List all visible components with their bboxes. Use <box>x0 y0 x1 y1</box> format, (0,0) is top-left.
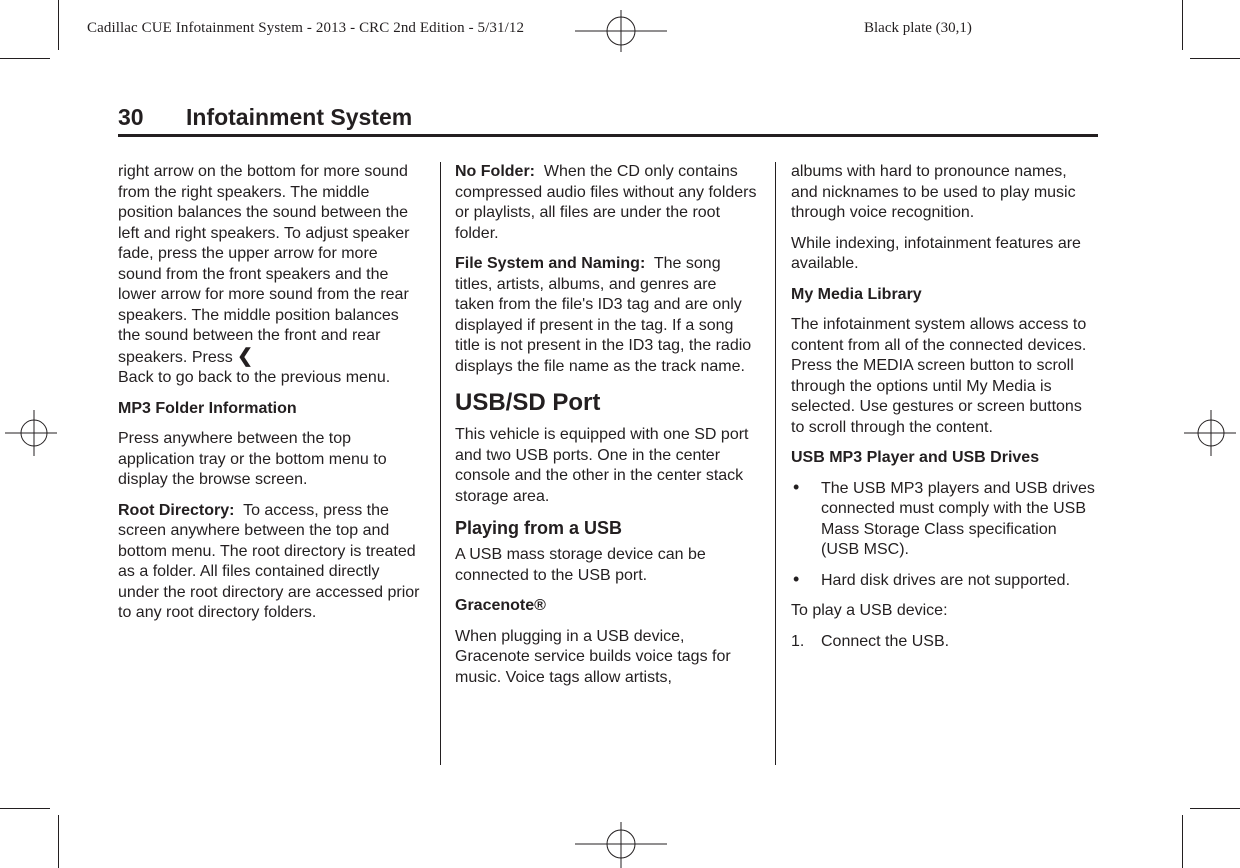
paragraph-text: When the CD only contains compressed audio files without any folders or playlists, all files are under the root folder. <box>455 163 757 242</box>
list-item <box>791 568 1096 592</box>
step-number: 1. <box>791 632 805 650</box>
slug-plate-info: Black plate (30,1) <box>864 20 972 36</box>
column-1 <box>118 162 423 634</box>
paragraph: This vehicle is equipped with one SD port and two USB ports. One in the center console and the other in the center stack storage area. <box>455 426 749 505</box>
usb-sd-port-heading: USB/SD Port <box>455 389 601 416</box>
usb-drives-heading: USB MP3 Player and USB Drives <box>791 449 1040 466</box>
crop-mark <box>58 815 59 868</box>
my-media-library-heading: My Media Library <box>791 285 922 303</box>
paragraph: When plugging in a USB device, Gracenote service builds voice tags for music. Voice tags allow artists, <box>455 627 731 686</box>
bullet-icon: • <box>793 568 800 589</box>
paragraph <box>118 501 423 624</box>
registration-mark-top <box>575 10 667 52</box>
column-divider <box>440 162 441 765</box>
page-header <box>118 104 1098 137</box>
column-divider <box>775 162 776 765</box>
back-arrow-icon: ❮ <box>237 345 254 367</box>
registration-mark-bottom <box>575 822 667 868</box>
list-item-text: The USB MP3 players and USB drives connected must comply with the USB Mass Storage Class specification (USB MSC). <box>821 479 1095 558</box>
section-title: Infotainment System <box>186 104 413 130</box>
column-2 <box>455 162 760 698</box>
playing-from-usb-heading: Playing from a USB <box>455 518 623 538</box>
list-item-text: Hard disk drives are not supported. <box>821 571 1071 589</box>
crop-mark <box>1190 58 1240 59</box>
crop-mark <box>58 0 59 50</box>
slug-document-info: Cadillac CUE Infotainment System - 2013 - CRC 2nd Edition - 5/31/12 <box>87 20 525 36</box>
crop-mark <box>1182 0 1183 50</box>
paragraph: The infotainment system allows access to content from all of the connected devices. Press the MEDIA screen button to scroll through the options until My Media is selected. Use gestures or screen buttons to scroll through the content. <box>791 316 1087 436</box>
file-system-label: File System and Naming: <box>455 255 646 272</box>
list-item <box>791 476 1096 561</box>
step-text: Connect the USB. <box>821 632 950 650</box>
bullet-icon: • <box>793 476 800 497</box>
paragraph: To play a USB device: <box>791 602 948 619</box>
paragraph-text: right arrow on the bottom for more sound from the right speakers. The middle position balances the sound between the left and right speakers. To adjust speaker fade, press the upper arrow for more sound from the front speakers and the lower arrow for more sound from the rear speakers. The middle position balances the sound between the front and rear speakers. Press <box>118 163 410 366</box>
paragraph <box>118 162 423 389</box>
paragraph: While indexing, infotainment features are available. <box>791 234 1081 272</box>
crop-mark <box>0 58 50 59</box>
registration-mark-right <box>1184 410 1236 456</box>
crop-mark <box>1190 808 1240 809</box>
paragraph: Press anywhere between the top application tray or the bottom menu to display the browse screen. <box>118 430 387 488</box>
registration-mark-left <box>5 410 57 456</box>
paragraph-text: To access, press the screen anywhere between the top and bottom menu. The root directory is treated as a folder. All files contained directly under the root directory are accessed prior to any root directory folders. <box>118 501 420 621</box>
gracenote-heading: Gracenote® <box>455 597 546 614</box>
mp3-folder-heading: MP3 Folder Information <box>118 399 297 417</box>
root-directory-label: Root Directory: <box>118 501 235 519</box>
no-folder-label: No Folder: <box>455 163 535 180</box>
paragraph-text: The song titles, artists, albums, and genres are taken from the file's ID3 tag and are only displayed if present in the tag. If a song title is not present in the ID3 tag, the radio displays the file name as the track name. <box>455 255 752 375</box>
crop-mark <box>0 808 50 809</box>
paragraph: A USB mass storage device can be connected to the USB port. <box>455 546 706 584</box>
crop-mark <box>1182 815 1183 868</box>
paragraph: albums with hard to pronounce names, and nicknames to be used to play music through voice recognition. <box>791 163 1076 221</box>
paragraph <box>455 162 760 244</box>
paragraph-text: Back to go back to the previous menu. <box>118 369 391 386</box>
numbered-step <box>791 632 1096 653</box>
page-number: 30 <box>118 104 144 130</box>
column-3 <box>791 162 1096 662</box>
paragraph <box>455 254 760 377</box>
